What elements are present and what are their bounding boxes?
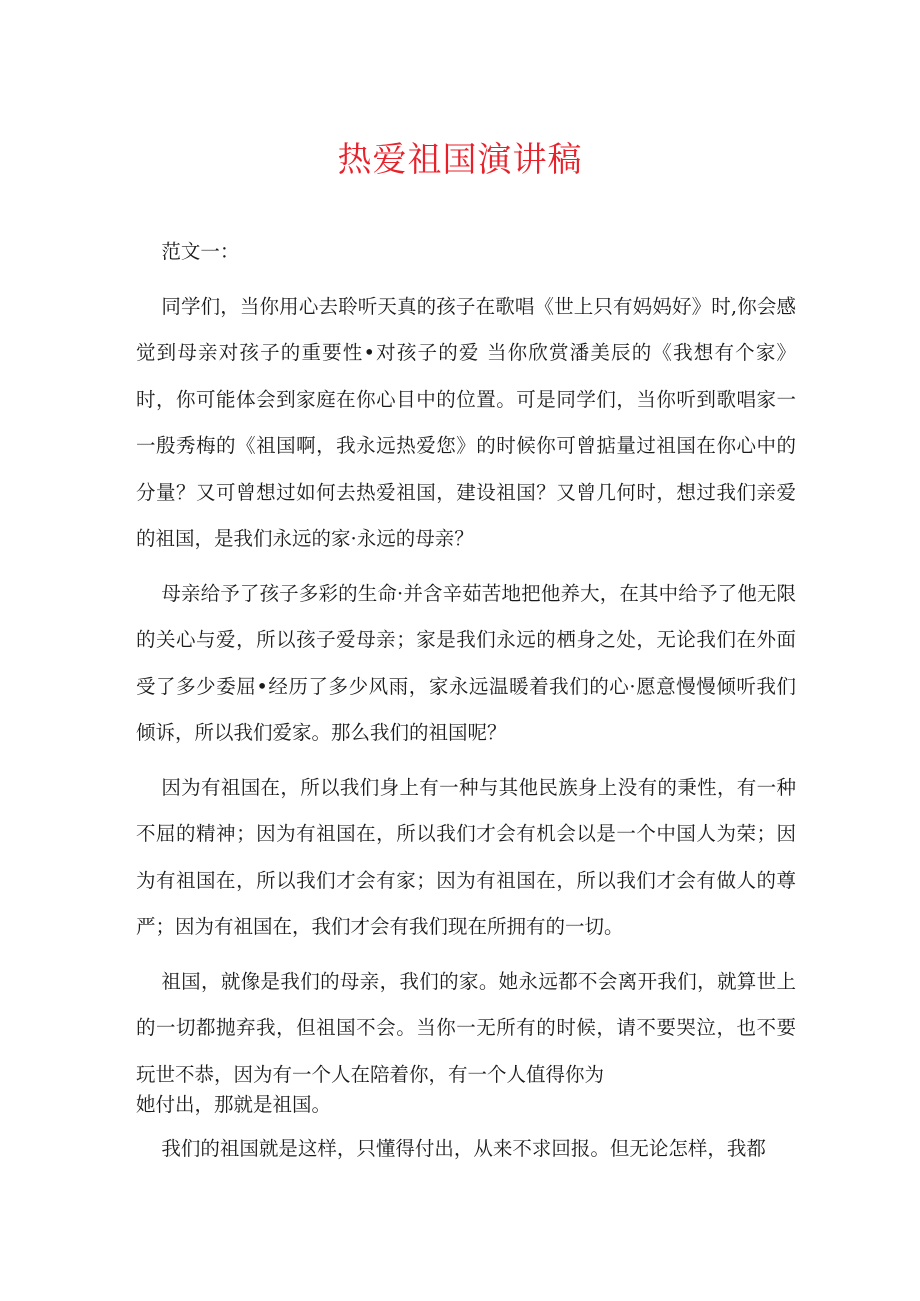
paragraph-4: 祖国，就像是我们的母亲，我们的家。她永远都不会离开我们，就算世上的一切都抛弃我，但祖国不会。当你一无所有的时候，请不要哭泣，也不要玩世不恭，因为有一个人在陪着你，有一个人值得你为 [136, 969, 796, 1086]
section-label: 范文一： [161, 240, 240, 263]
document-title: 热爱祖国演讲稿 [337, 140, 583, 180]
paragraph-3: 因为有祖国在，所以我们身上有一种与其他民族身上没有的秉性，有一种不屈的精神；因为有祖国在，所以我们才会有机会以是一个中国人为荣；因为有祖国在，所以我们才会有家；因为有祖国在，所以我们才会有做人的尊严；因为有祖国在，我们才会有我们现在所拥有的一切。 [136, 775, 796, 938]
paragraph-4-continuation: 她付出，那就是祖国。 [136, 1093, 332, 1116]
document-body [136, 229, 796, 1181]
paragraph-4-block [136, 959, 796, 1119]
paragraph-1: 同学们，当你用心去聆听天真的孩子在歌唱《世上只有妈妈好》时,你会感觉到母亲对孩子的重要性•对孩子的爱 当你欣赏潘美辰的《我想有个家》时，你可能体会到家庭在你心目中的位置。可是同学们，当你听到歌唱家一一殷秀梅的《祖国啊，我永远热爱您》的时候你可曾掂量过祖国在你心中的分量？又可曾想过如何去热爱祖国，建设祖国？又曾几何时，想过我们亲爱的祖国，是我们永远的家·永远的母亲？ [136, 294, 796, 550]
paragraph-2: 母亲给予了孩子多彩的生命·并含辛茹苦地把他养大，在其中给予了他无限的关心与爱，所以孩子爱母亲；家是我们永远的栖身之处，无论我们在外面受了多少委屈•经历了多少风雨，家永远温暖着我们的心·愿意慢慢倾听我们倾诉，所以我们爱家。那么我们的祖国呢？ [136, 581, 796, 744]
paragraph-5: 我们的祖国就是这样，只懂得付出，从来不求回报。但无论怎样，我都 [161, 1137, 766, 1160]
